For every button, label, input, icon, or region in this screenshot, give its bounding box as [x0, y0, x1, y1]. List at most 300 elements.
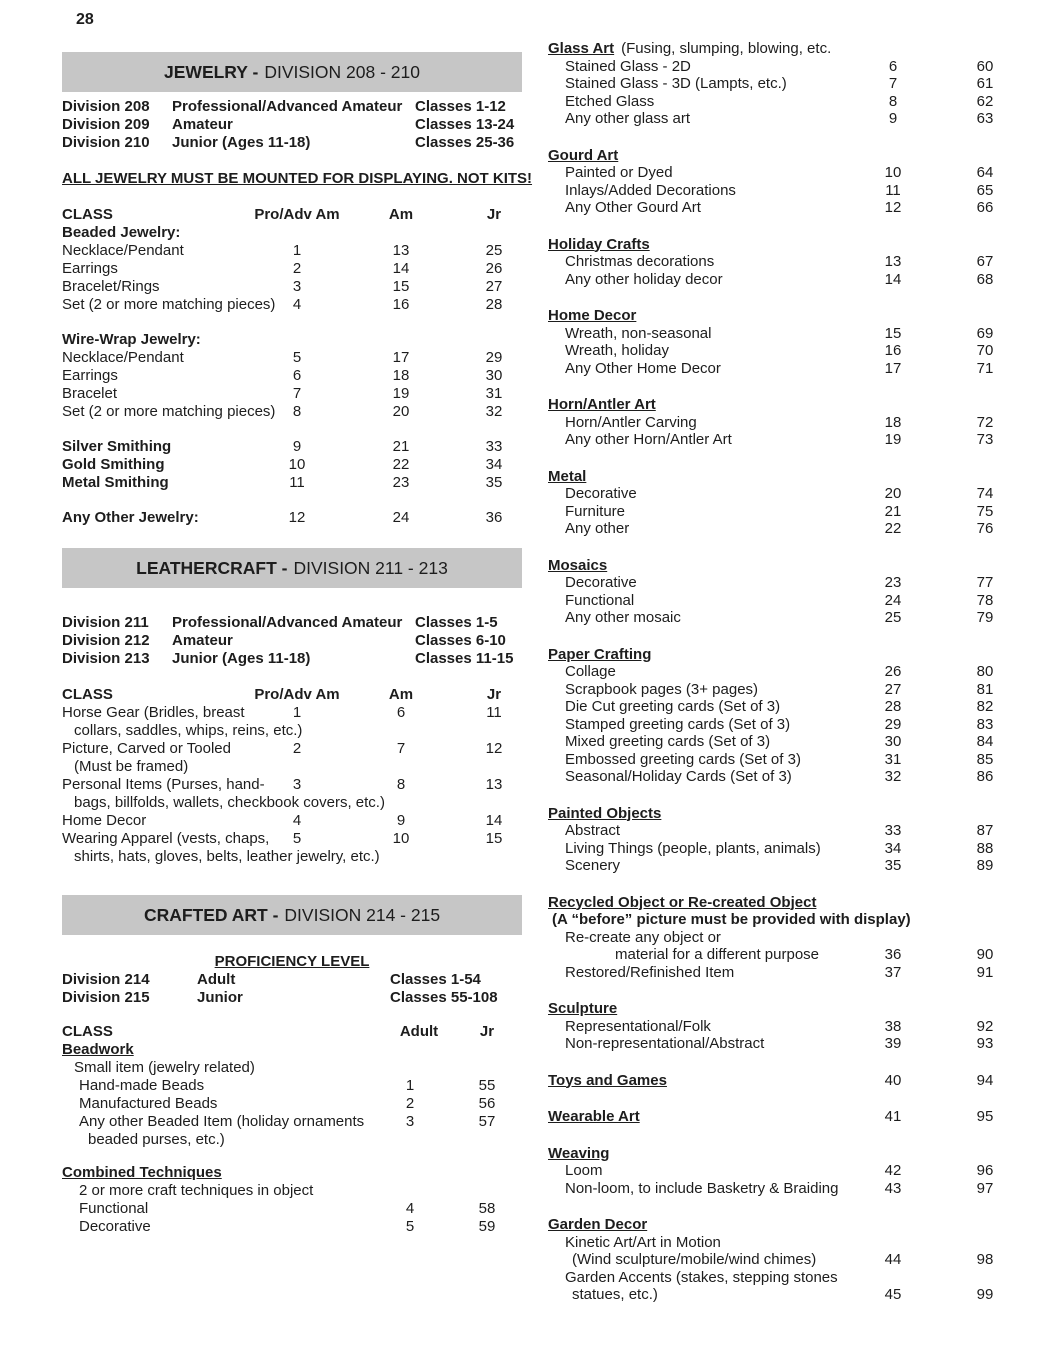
- class-label: Hand-made Beads: [79, 1077, 205, 1094]
- class-label: Necklace/Pendant: [62, 349, 184, 366]
- class-label: Beadwork: [62, 1041, 134, 1058]
- class-number: 28: [485, 296, 503, 313]
- class-number: 15: [392, 278, 410, 295]
- category-section: [548, 307, 1028, 377]
- division-row: [62, 632, 522, 650]
- class-number: 10: [288, 456, 306, 473]
- class-label: Wreath, holiday: [565, 342, 669, 359]
- category-heading-row: [548, 396, 1028, 414]
- category-heading-row: [548, 557, 1028, 575]
- spacer: [62, 421, 522, 438]
- class-row: [62, 812, 522, 830]
- class-label: Earrings: [62, 260, 118, 277]
- spacer: [62, 668, 522, 686]
- class-number: 92: [976, 1017, 994, 1035]
- division-classes: Classes 55-108: [390, 989, 498, 1006]
- class-label: Metal Smithing: [62, 474, 169, 491]
- class-number: 36: [884, 946, 902, 963]
- class-label: Re-create any object or: [565, 928, 721, 946]
- class-number: 24: [392, 509, 410, 526]
- class-row: [548, 1234, 1028, 1252]
- class-row: [548, 58, 1028, 76]
- class-number: 99: [976, 1286, 994, 1303]
- class-number: 36: [485, 509, 503, 526]
- class-number: 10: [884, 164, 902, 181]
- class-number: 78: [976, 591, 994, 609]
- class-label: Abstract: [565, 822, 621, 839]
- notice-line: PROFICIENCY LEVEL: [214, 953, 370, 970]
- page-number: 28: [76, 11, 94, 28]
- category-heading: Holiday Crafts: [548, 235, 650, 253]
- class-label: Gold Smithing: [62, 456, 165, 473]
- class-row: [62, 830, 522, 848]
- class-number: 96: [976, 1162, 994, 1179]
- class-number: 79: [976, 609, 994, 626]
- class-number: 19: [392, 385, 410, 402]
- class-row: [548, 733, 1028, 751]
- class-row: [548, 1035, 1028, 1053]
- class-row: [548, 431, 1028, 449]
- class-label: Representational/Folk: [565, 1017, 711, 1035]
- class-label: Any Other Gourd Art: [565, 199, 701, 216]
- category-heading-row: [548, 1216, 1028, 1234]
- class-label: Christmas decorations: [565, 253, 715, 270]
- class-row: [62, 1164, 522, 1182]
- category-heading-row: [548, 1145, 1028, 1163]
- class-label: Bracelet: [62, 385, 118, 402]
- class-number: 30: [485, 367, 503, 384]
- class-label: Collage: [565, 663, 616, 680]
- class-number: 32: [485, 403, 503, 420]
- class-row: [548, 946, 1028, 964]
- class-number: 17: [392, 349, 410, 366]
- class-row: [62, 722, 522, 740]
- class-number: 29: [884, 715, 902, 733]
- class-row: [548, 485, 1028, 503]
- class-label: Scenery: [565, 857, 621, 874]
- division-level: Professional/Advanced Amateur: [172, 614, 403, 631]
- class-number: 84: [976, 733, 994, 750]
- class-number: 8: [888, 92, 898, 110]
- class-number: 86: [976, 768, 994, 785]
- class-number: 11: [486, 704, 502, 721]
- class-row: [548, 1180, 1028, 1198]
- class-label: Stained Glass - 3D (Lampts, etc.): [565, 75, 787, 92]
- division-number: Division 209: [62, 116, 150, 133]
- class-label: beaded purses, etc.): [88, 1131, 225, 1148]
- division-level: Junior (Ages 11-18): [172, 134, 311, 151]
- class-number: 75: [976, 502, 994, 520]
- class-row: [62, 704, 522, 722]
- class-row: [62, 260, 522, 278]
- class-row: [548, 271, 1028, 289]
- class-number: 15: [485, 830, 503, 847]
- notice-line: ALL JEWELRY MUST BE MOUNTED FOR DISPLAYING. NOT KITS!: [62, 170, 533, 187]
- class-number: 56: [478, 1095, 496, 1112]
- class-row: [548, 768, 1028, 786]
- class-number: 25: [485, 242, 503, 259]
- class-label: Stained Glass - 2D: [565, 57, 691, 75]
- class-label: Die Cut greeting cards (Set of 3): [565, 698, 781, 715]
- category-heading: Metal: [548, 467, 587, 485]
- column-header: Jr: [479, 1023, 495, 1040]
- spacer: [62, 314, 522, 331]
- class-number: 3: [405, 1113, 415, 1130]
- category-heading-row: [548, 40, 1028, 58]
- column-header: Jr: [486, 686, 502, 703]
- class-number: 1: [292, 704, 302, 721]
- class-row: [62, 349, 522, 367]
- class-label: (Wind sculpture/mobile/wind chimes): [572, 1251, 817, 1268]
- class-label: Non-loom, to include Basketry & Braiding: [565, 1179, 839, 1197]
- class-number: 94: [976, 1071, 994, 1089]
- table-header-row: [62, 686, 522, 704]
- class-number: 39: [884, 1035, 902, 1052]
- class-number: 71: [976, 359, 994, 377]
- spacer: [62, 1007, 522, 1023]
- class-number: 3: [292, 776, 302, 793]
- class-number: 62: [976, 92, 994, 110]
- spacer: [62, 152, 522, 170]
- class-label: Any other Horn/Antler Art: [565, 431, 732, 448]
- class-number: 30: [884, 733, 902, 750]
- class-number: 11: [289, 474, 305, 491]
- section-banner-title: JEWELRY -: [164, 61, 259, 82]
- class-number: 22: [884, 520, 902, 537]
- column-header: Pro/Adv Am: [254, 206, 340, 223]
- spacer: [62, 1149, 522, 1164]
- division-classes: Classes 13-24: [415, 116, 515, 133]
- class-label: Wire-Wrap Jewelry:: [62, 331, 201, 348]
- division-number: Division 211: [62, 614, 149, 631]
- division-row: [62, 134, 522, 152]
- class-row: [62, 1200, 522, 1218]
- class-number: 22: [392, 456, 410, 473]
- class-row: [62, 278, 522, 296]
- class-label: material for a different purpose: [615, 946, 820, 963]
- spacer: [62, 527, 522, 548]
- class-number: 31: [485, 385, 503, 402]
- division-level: Amateur: [172, 632, 233, 649]
- class-label: Living Things (people, plants, animals): [565, 839, 821, 857]
- class-label: Any Other Home Decor: [565, 359, 721, 377]
- class-row: [548, 325, 1028, 343]
- class-number: 9: [888, 110, 898, 127]
- class-row: [62, 403, 522, 421]
- class-label: Non-representational/Abstract: [565, 1035, 765, 1052]
- category-section: [548, 1145, 1028, 1198]
- class-number: 16: [884, 342, 902, 359]
- category-heading: Horn/Antler Art: [548, 396, 656, 413]
- category-heading-row: [548, 1108, 1028, 1126]
- class-label: Wearing Apparel (vests, chaps,: [62, 830, 270, 847]
- category-heading: Painted Objects: [548, 804, 662, 822]
- class-number: 1: [405, 1077, 415, 1094]
- class-number: 40: [884, 1071, 902, 1089]
- division-classes: Classes 6-10: [415, 632, 506, 649]
- class-number: 77: [976, 574, 994, 591]
- class-number: 35: [485, 474, 503, 491]
- section-banner-title: LEATHERCRAFT -: [136, 557, 288, 578]
- class-number: 8: [396, 776, 406, 793]
- class-number: 12: [884, 199, 902, 216]
- class-number: 65: [976, 181, 994, 199]
- class-number: 11: [885, 181, 901, 199]
- class-row: [548, 840, 1028, 858]
- class-row: [62, 1059, 522, 1077]
- category-heading-row: [548, 646, 1028, 664]
- class-row: [548, 503, 1028, 521]
- section-banner: [62, 548, 522, 588]
- class-label: Any other Beaded Item (holiday ornaments: [79, 1113, 365, 1130]
- class-number: 9: [396, 812, 406, 829]
- class-number: 25: [884, 609, 902, 626]
- spacer: [62, 588, 522, 614]
- section-banner-subtitle: DIVISION 211 - 213: [293, 557, 448, 578]
- class-row: [548, 964, 1028, 982]
- spacer: [62, 866, 522, 895]
- class-number: 61: [976, 75, 994, 92]
- category-heading: Glass Art: [548, 40, 615, 57]
- class-row: [62, 296, 522, 314]
- class-number: 24: [884, 591, 902, 609]
- category-heading-row: [548, 1000, 1028, 1018]
- class-number: 89: [976, 857, 994, 874]
- class-label: Horn/Antler Carving: [565, 413, 697, 431]
- class-number: 66: [976, 199, 994, 216]
- division-level: Junior (Ages 11-18): [172, 650, 311, 667]
- class-number: 32: [884, 768, 902, 785]
- spacer: [62, 935, 522, 953]
- class-number: 2: [292, 260, 302, 277]
- class-row: [62, 1041, 522, 1059]
- division-row: [62, 650, 522, 668]
- column-header: Jr: [486, 206, 502, 223]
- class-row: [62, 1182, 522, 1200]
- class-number: 8: [292, 403, 302, 420]
- section-banner: [62, 52, 522, 92]
- class-number: 26: [884, 663, 902, 680]
- class-label: (A “before” picture must be provided with display): [552, 911, 911, 928]
- class-row: [548, 110, 1028, 128]
- class-number: 57: [478, 1113, 496, 1130]
- class-label: 2 or more craft techniques in object: [79, 1182, 314, 1199]
- class-row: [62, 848, 522, 866]
- class-row: [548, 857, 1028, 875]
- category-section: [548, 236, 1028, 289]
- class-number: 20: [884, 485, 902, 502]
- class-number: 83: [976, 715, 994, 733]
- class-label: shirts, hats, gloves, belts, leather jewelry, etc.): [74, 848, 380, 865]
- class-label: Decorative: [565, 574, 637, 591]
- class-row: [62, 740, 522, 758]
- class-label: Picture, Carved or Tooled: [62, 740, 231, 757]
- column-header: CLASS: [62, 1023, 113, 1040]
- class-row: [548, 609, 1028, 627]
- class-number: 27: [884, 680, 902, 698]
- spacer: [62, 492, 522, 509]
- class-number: 44: [884, 1251, 902, 1268]
- class-label: (Must be framed): [74, 758, 189, 775]
- class-number: 67: [976, 253, 994, 270]
- class-number: 42: [884, 1162, 902, 1179]
- category-heading-row: [548, 805, 1028, 823]
- class-number: 72: [976, 413, 994, 431]
- class-label: Any other glass art: [565, 110, 691, 127]
- class-number: 13: [485, 776, 503, 793]
- class-label: Garden Accents (stakes, stepping stones: [565, 1268, 838, 1286]
- class-label: Beaded Jewelry:: [62, 224, 181, 241]
- class-number: 7: [888, 75, 898, 92]
- class-row: [548, 182, 1028, 200]
- division-row: [62, 98, 522, 116]
- class-row: [548, 342, 1028, 360]
- class-number: 81: [976, 680, 994, 698]
- class-row: [548, 698, 1028, 716]
- class-number: 85: [976, 750, 994, 768]
- category-section: [548, 1108, 1028, 1126]
- division-classes: Classes 1-54: [390, 971, 481, 988]
- division-number: Division 210: [62, 134, 150, 151]
- class-row: [62, 456, 522, 474]
- class-number: 9: [292, 438, 302, 455]
- class-number: 19: [884, 431, 902, 448]
- category-section: [548, 805, 1028, 875]
- class-label: Any other holiday decor: [565, 270, 723, 288]
- class-number: 5: [405, 1218, 415, 1235]
- class-row: [548, 822, 1028, 840]
- section-banner-subtitle: DIVISION 214 - 215: [284, 904, 441, 925]
- class-row: [548, 1251, 1028, 1269]
- class-label: Small item (jewelry related): [74, 1059, 255, 1076]
- class-number: 4: [292, 296, 302, 313]
- right-column: [548, 40, 1028, 1323]
- class-number: 91: [976, 963, 994, 981]
- class-row: [548, 911, 1028, 929]
- class-row: [548, 360, 1028, 378]
- left-column: [62, 52, 533, 1236]
- class-number: 20: [392, 403, 410, 420]
- class-label: Functional: [565, 591, 635, 609]
- category-section: [548, 396, 1028, 449]
- class-row: [548, 929, 1028, 947]
- section-banner: [62, 895, 522, 935]
- class-label: Scrapbook pages (3+ pages): [565, 680, 759, 698]
- class-row: [548, 1018, 1028, 1036]
- class-number: 34: [485, 456, 503, 473]
- division-row: [62, 116, 522, 134]
- class-number: 26: [485, 260, 503, 277]
- class-number: 13: [884, 253, 902, 270]
- class-number: 82: [976, 698, 994, 715]
- class-number: 15: [884, 324, 902, 342]
- class-label: Decorative: [565, 485, 637, 502]
- class-number: 16: [392, 296, 410, 313]
- class-number: 98: [976, 1251, 994, 1268]
- section-banner-title: CRAFTED ART -: [143, 904, 279, 925]
- class-label: Wreath, non-seasonal: [565, 324, 712, 342]
- class-number: 21: [392, 438, 410, 455]
- class-number: 7: [292, 385, 302, 402]
- class-row: [548, 663, 1028, 681]
- class-row: [548, 199, 1028, 217]
- class-number: 80: [976, 663, 994, 680]
- division-number: Division 215: [62, 989, 150, 1006]
- class-number: 6: [292, 367, 302, 384]
- class-label: Seasonal/Holiday Cards (Set of 3): [565, 768, 792, 785]
- class-number: 28: [884, 698, 902, 715]
- category-heading: Sculpture: [548, 1000, 618, 1017]
- class-label: Horse Gear (Bridles, breast: [62, 704, 245, 721]
- class-label: Bracelet/Rings: [62, 278, 160, 295]
- class-row: [548, 414, 1028, 432]
- class-label: Home Decor: [62, 812, 147, 829]
- class-number: 12: [288, 509, 306, 526]
- category-heading-row: [548, 468, 1028, 486]
- class-row: [62, 1077, 522, 1095]
- category-heading-row: [548, 894, 1028, 912]
- class-row: [62, 474, 522, 492]
- category-heading: Toys and Games: [548, 1071, 667, 1089]
- class-row: [548, 75, 1028, 93]
- class-number: 60: [976, 57, 994, 75]
- class-number: 3: [292, 278, 302, 295]
- category-section: [548, 468, 1028, 538]
- class-row: [62, 438, 522, 456]
- division-level: Professional/Advanced Amateur: [172, 98, 403, 115]
- class-number: 18: [884, 413, 902, 431]
- category-section: [548, 894, 1028, 982]
- class-row: [548, 751, 1028, 769]
- division-classes: Classes 25-36: [415, 134, 515, 151]
- class-number: 1: [292, 242, 302, 259]
- class-number: 6: [888, 57, 898, 75]
- class-label: Embossed greeting cards (Set of 3): [565, 750, 801, 768]
- class-number: 14: [392, 260, 410, 277]
- class-number: 23: [884, 574, 902, 591]
- class-label: Set (2 or more matching pieces): [62, 403, 276, 420]
- class-row: [62, 367, 522, 385]
- division-level: Amateur: [172, 116, 233, 133]
- class-number: 13: [392, 242, 410, 259]
- class-number: 87: [976, 822, 994, 839]
- class-row: [62, 776, 522, 794]
- category-heading-row: [548, 236, 1028, 254]
- class-row: [62, 331, 522, 349]
- class-number: 23: [392, 474, 410, 491]
- class-row: [548, 681, 1028, 699]
- class-number: 12: [485, 740, 503, 757]
- category-heading: Paper Crafting: [548, 645, 652, 663]
- division-row: [62, 989, 522, 1007]
- column-header: CLASS: [62, 206, 113, 223]
- table-header-row: [62, 206, 522, 224]
- category-heading: Mosaics: [548, 556, 608, 574]
- class-number: 2: [292, 740, 302, 757]
- class-label: Furniture: [565, 502, 626, 520]
- class-row: [548, 1269, 1028, 1287]
- category-section: [548, 1216, 1028, 1304]
- class-number: 74: [976, 485, 994, 502]
- class-row: [548, 1162, 1028, 1180]
- division-row: [62, 971, 522, 989]
- division-classes: Classes 1-5: [415, 614, 498, 631]
- class-number: 95: [976, 1108, 994, 1125]
- category-heading-row: [548, 147, 1028, 165]
- class-number: 2: [405, 1095, 415, 1112]
- class-row: [548, 93, 1028, 111]
- category-section: [548, 646, 1028, 786]
